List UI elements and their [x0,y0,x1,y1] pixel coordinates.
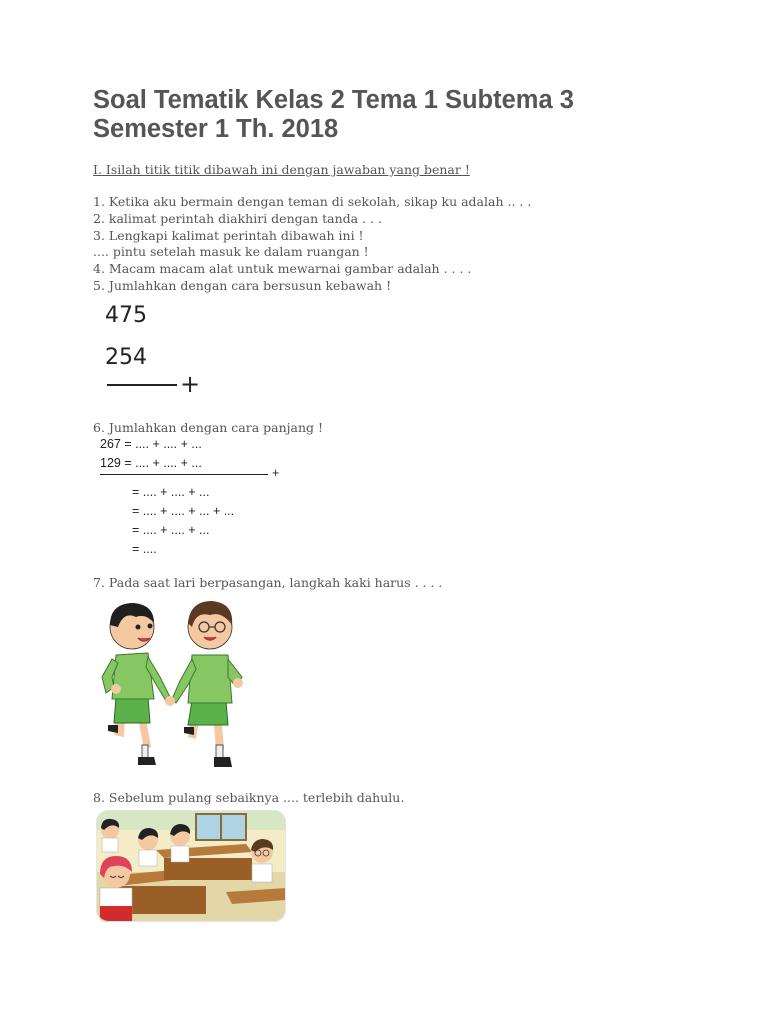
document-title [93,86,713,144]
question-1: 1. Ketika aku bermain dengan teman di sekolah, sikap ku adalah .. . . [93,194,532,209]
right-boy [165,601,243,767]
question-list [93,194,531,295]
long-sum-step-2: = .... + .... + ... + ... [132,504,235,518]
long-sum-step-3: = .... + .... + ... [132,523,210,537]
long-sum-plus: + [272,466,280,480]
addend-2: 254 [105,345,147,370]
title-line-1: Soal Tematik Kelas 2 Tema 1 Subtema 3 [93,86,574,114]
running-children-illustration [96,597,256,777]
addend-1: 475 [105,303,147,328]
question-4: 4. Macam macam alat untuk mewarnai gambar adalah . . . . [93,261,472,277]
long-sum-step-1: = .... + .... + ... [132,485,210,499]
student-right-middle [170,824,190,862]
question-7: 7. Pada saat lari berpasangan, langkah kaki harus . . . . [93,575,443,590]
sum-line [107,384,177,386]
long-sum-row-1: 267 = .... + .... + ... [100,437,202,451]
student-middle [138,828,158,866]
question-8: 8. Sebelum pulang sebaiknya .... terlebih dahulu. [93,790,405,805]
classroom-illustration [96,810,286,922]
student-girl-front [100,856,132,922]
long-sum [100,437,300,562]
long-sum-step-4: = .... [132,542,157,556]
left-boy [102,603,170,765]
plus-sign: + [180,370,201,398]
title-line-2: Semester 1 Th. 2018 [93,115,339,143]
question-6: 6. Jumlahkan dengan cara panjang ! [93,420,324,435]
long-sum-row-2: 129 = .... + .... + ... [100,456,202,470]
question-3: 3. Lengkapi kalimat perintah dibawah ini ! [93,227,364,243]
long-sum-line [100,474,268,475]
question-5: 5. Jumlahkan dengan cara bersusun kebawah ! [93,277,392,293]
question-3-sentence: .... pintu setelah masuk ke dalam ruangan ! [93,244,369,260]
instruction-heading: I. Isilah titik titik dibawah ini dengan jawaban yang benar ! [93,162,470,177]
student-back-left [101,819,119,852]
question-2: 2. kalimat perintah diakhiri dengan tanda . . . [93,210,382,226]
vertical-sum [105,300,225,400]
